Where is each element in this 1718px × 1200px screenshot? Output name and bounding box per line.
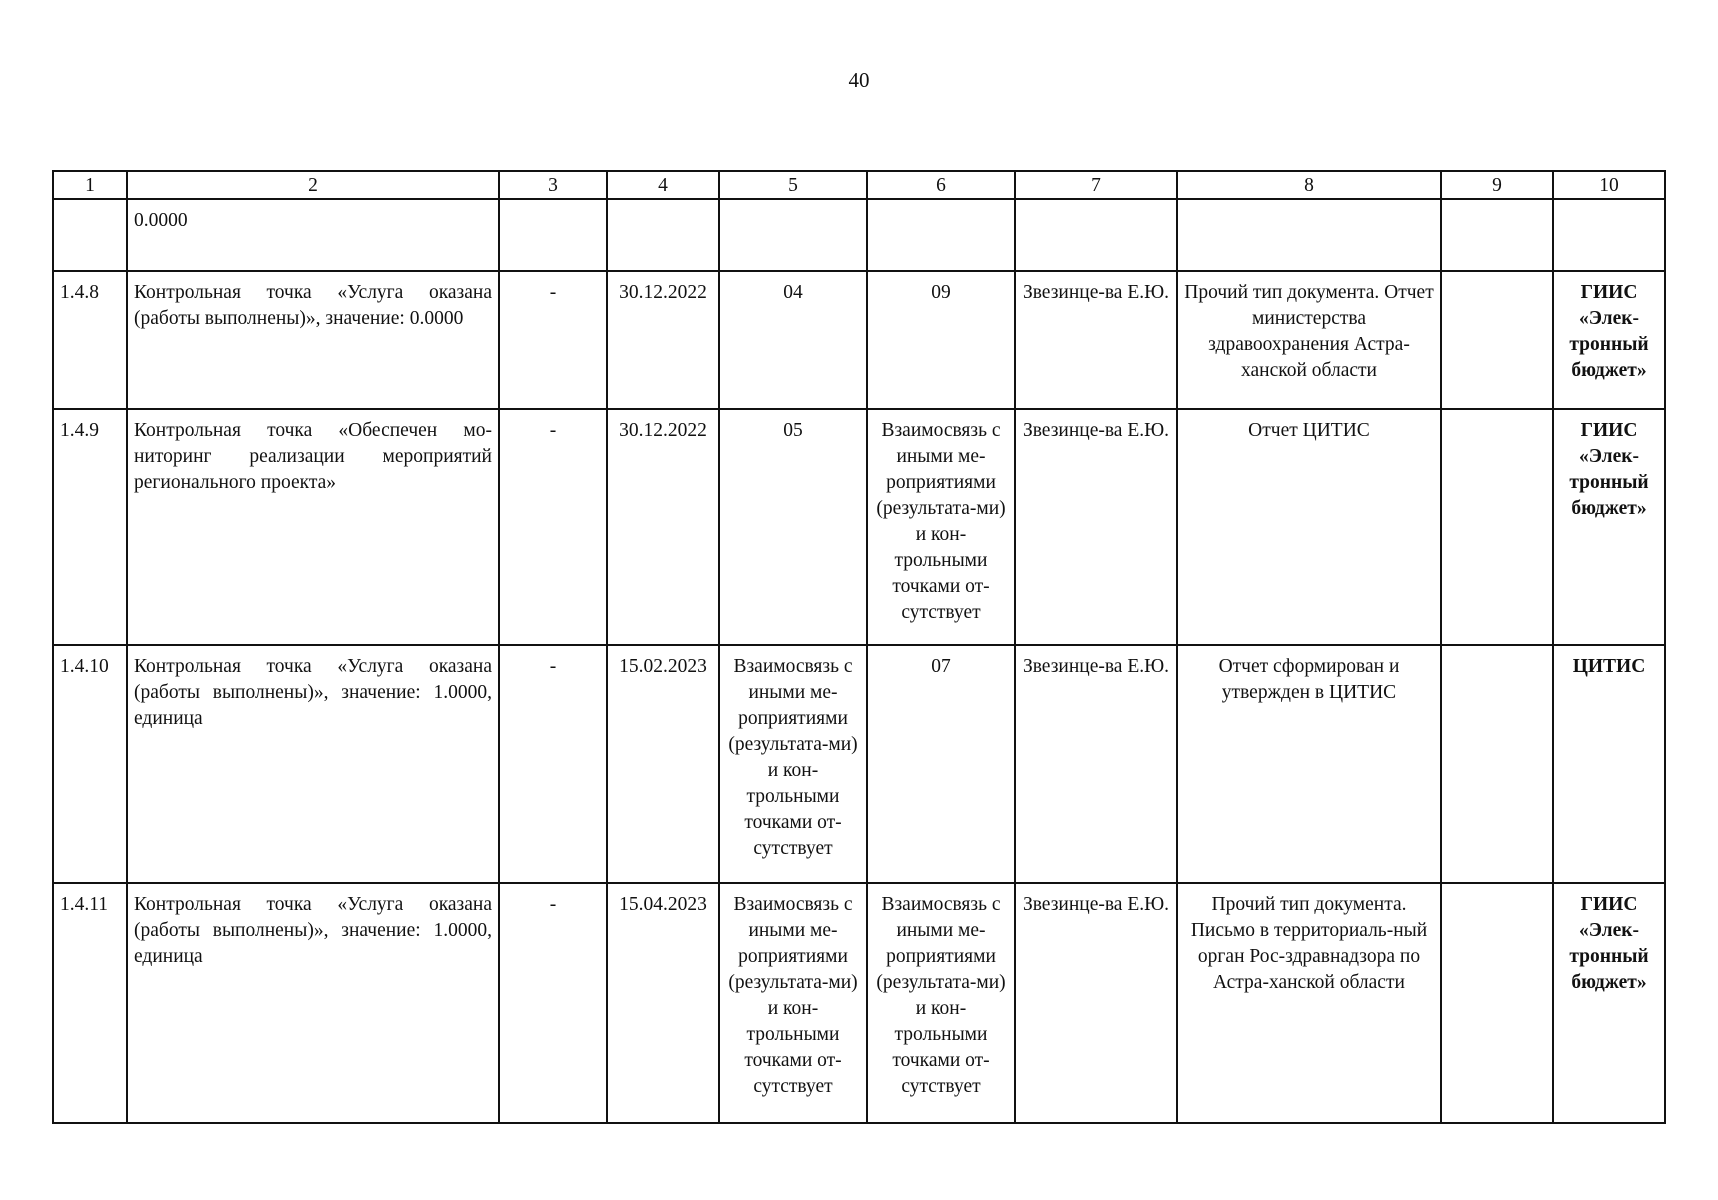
cell-col5: Взаимосвязь с иными ме-роприятиями (результата-ми) и кон-трольными точками от-сутствует xyxy=(719,645,867,883)
cell-name: Контрольная точка «Услуга оказана (работы выполнены)», значение: 1.0000, единица xyxy=(127,883,499,1123)
column-header: 9 xyxy=(1441,171,1553,199)
cell-col3: - xyxy=(499,271,607,409)
cell-col5: 05 xyxy=(719,409,867,645)
column-header: 8 xyxy=(1177,171,1441,199)
cell-col5 xyxy=(719,199,867,271)
cell-number: 1.4.9 xyxy=(53,409,127,645)
column-header: 7 xyxy=(1015,171,1177,199)
cell-system: ГИИС «Элек-тронный бюджет» xyxy=(1553,409,1665,645)
column-header: 1 xyxy=(53,171,127,199)
cell-responsible: Звезинце-ва Е.Ю. xyxy=(1015,271,1177,409)
cell-number xyxy=(53,199,127,271)
cell-responsible: Звезинце-ва Е.Ю. xyxy=(1015,883,1177,1123)
column-header: 5 xyxy=(719,171,867,199)
cell-responsible: Звезинце-ва Е.Ю. xyxy=(1015,645,1177,883)
cell-name: Контрольная точка «Услуга оказана (работы выполнены)», значение: 1.0000, единица xyxy=(127,645,499,883)
cell-document: Прочий тип документа. Отчет министерства здравоохранения Астра-ханской области xyxy=(1177,271,1441,409)
cell-col9 xyxy=(1441,199,1553,271)
table-row xyxy=(53,645,1665,883)
column-header: 2 xyxy=(127,171,499,199)
cell-name: Контрольная точка «Услуга оказана (работы выполнены)», значение: 0.0000 xyxy=(127,271,499,409)
cell-system: ГИИС «Элек-тронный бюджет» xyxy=(1553,271,1665,409)
cell-number: 1.4.11 xyxy=(53,883,127,1123)
cell-system xyxy=(1553,199,1665,271)
cell-col9 xyxy=(1441,883,1553,1123)
column-header: 6 xyxy=(867,171,1015,199)
cell-col6: Взаимосвязь с иными ме-роприятиями (результата-ми) и кон-трольными точками от-сутствует xyxy=(867,409,1015,645)
cell-col3 xyxy=(499,199,607,271)
column-header: 3 xyxy=(499,171,607,199)
column-header: 4 xyxy=(607,171,719,199)
cell-col6 xyxy=(867,199,1015,271)
cell-responsible xyxy=(1015,199,1177,271)
control-points-table xyxy=(52,170,1666,1124)
cell-col6: 09 xyxy=(867,271,1015,409)
cell-name: Контрольная точка «Обеспечен мо-ниторинг реализации мероприятий регионального проекта» xyxy=(127,409,499,645)
cell-document: Отчет ЦИТИС xyxy=(1177,409,1441,645)
cell-col3: - xyxy=(499,883,607,1123)
table-row xyxy=(53,883,1665,1123)
table-row xyxy=(53,409,1665,645)
cell-system: ГИИС «Элек-тронный бюджет» xyxy=(1553,883,1665,1123)
page-number: 40 xyxy=(848,68,870,92)
cell-name: 0.0000 xyxy=(127,199,499,271)
cell-col9 xyxy=(1441,271,1553,409)
cell-document: Прочий тип документа. Письмо в территориаль-ный орган Рос-здравнадзора по Астра-ханской области xyxy=(1177,883,1441,1123)
table-row xyxy=(53,199,1665,271)
cell-number: 1.4.8 xyxy=(53,271,127,409)
cell-col3: - xyxy=(499,409,607,645)
cell-date: 30.12.2022 xyxy=(607,271,719,409)
cell-col6: Взаимосвязь с иными ме-роприятиями (результата-ми) и кон-трольными точками от-сутствует xyxy=(867,883,1015,1123)
cell-system: ЦИТИС xyxy=(1553,645,1665,883)
cell-document xyxy=(1177,199,1441,271)
column-number-row xyxy=(53,171,1665,199)
cell-responsible: Звезинце-ва Е.Ю. xyxy=(1015,409,1177,645)
cell-col5: 04 xyxy=(719,271,867,409)
cell-col9 xyxy=(1441,409,1553,645)
cell-col5: Взаимосвязь с иными ме-роприятиями (результата-ми) и кон-трольными точками от-сутствует xyxy=(719,883,867,1123)
table-row xyxy=(53,271,1665,409)
cell-date xyxy=(607,199,719,271)
cell-col3: - xyxy=(499,645,607,883)
column-header: 10 xyxy=(1553,171,1665,199)
cell-col9 xyxy=(1441,645,1553,883)
cell-date: 15.02.2023 xyxy=(607,645,719,883)
cell-date: 30.12.2022 xyxy=(607,409,719,645)
cell-number: 1.4.10 xyxy=(53,645,127,883)
cell-document: Отчет сформирован и утвержден в ЦИТИС xyxy=(1177,645,1441,883)
cell-date: 15.04.2023 xyxy=(607,883,719,1123)
cell-col6: 07 xyxy=(867,645,1015,883)
